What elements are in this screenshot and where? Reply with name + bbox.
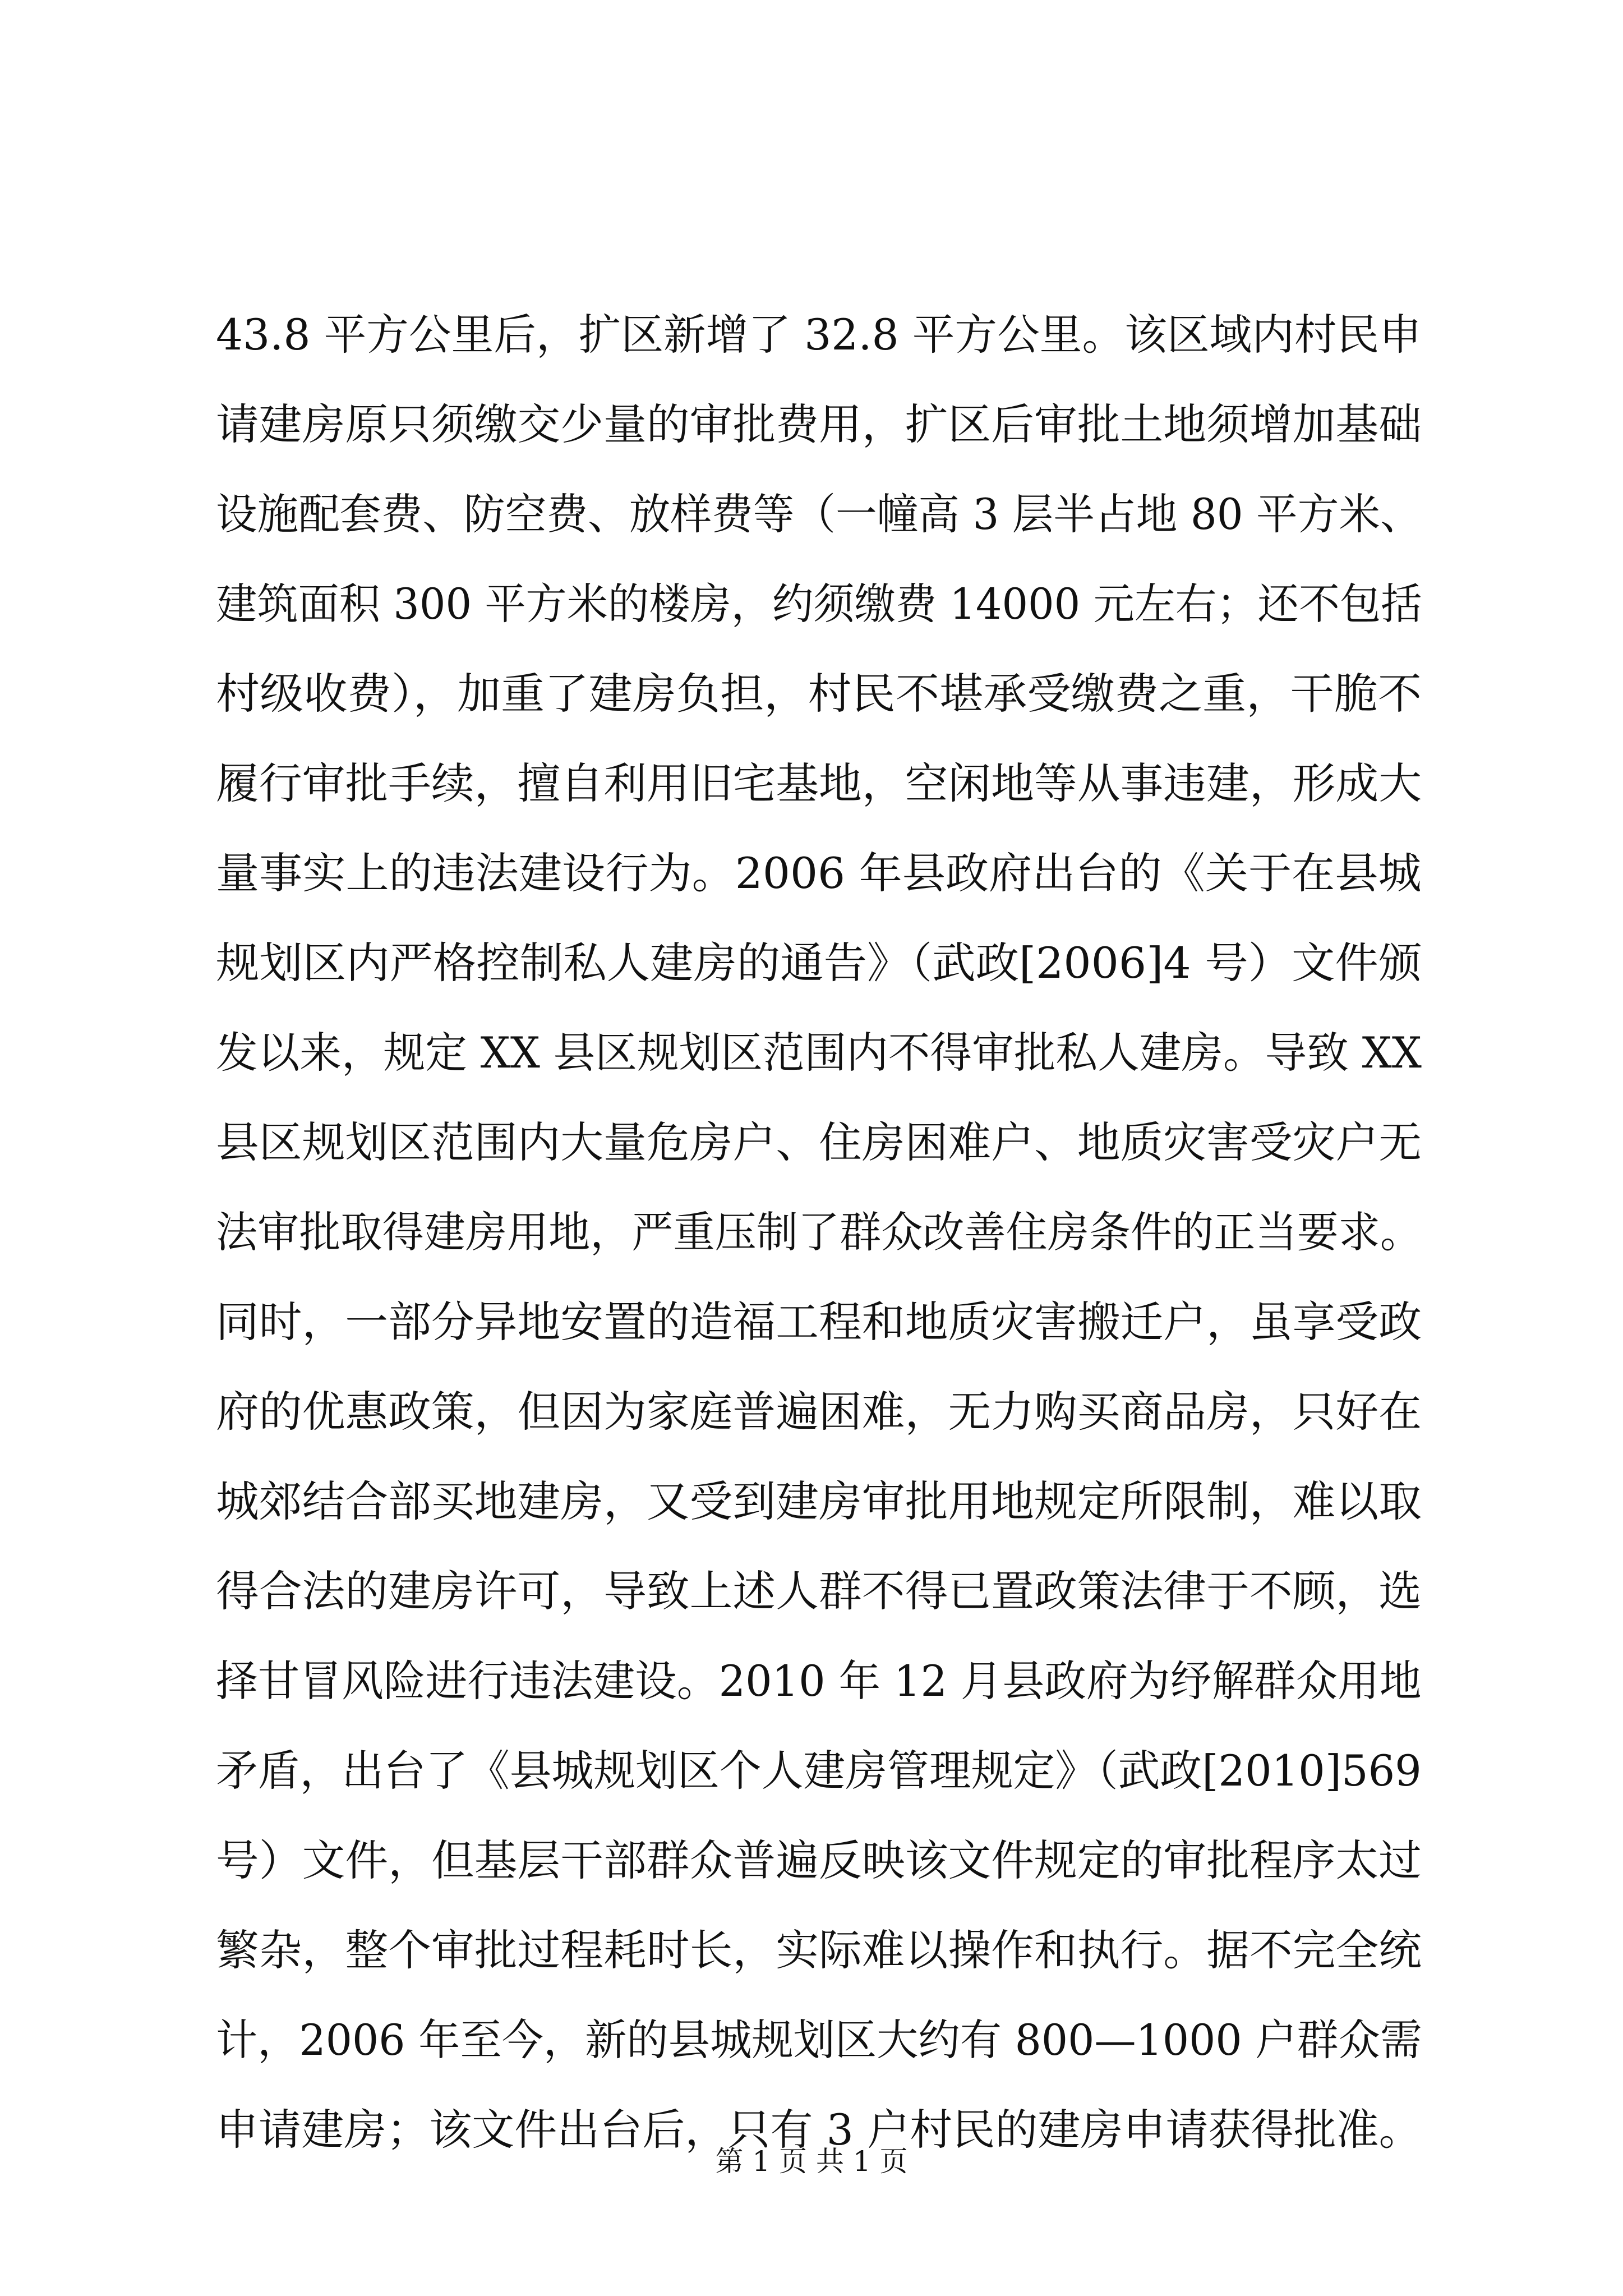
text-line: 量事实上的违法建设行为。2006 年县政府出台的《关于在县城 <box>216 848 1422 898</box>
text-line: 城郊结合部买地建房，又受到建房审批用地规定所限制，难以取 <box>216 1476 1422 1526</box>
text-line: 矛盾，出台了《县城规划区个人建房管理规定》（武政[2010]569 <box>216 1746 1422 1796</box>
text-line: 申请建房；该文件出台后，只有 3 户村民的建房申请获得批准。 <box>216 2105 1422 2155</box>
text-line: 择甘冒风险进行违法建设。2010 年 12 月县政府为纾解群众用地 <box>216 1656 1422 1706</box>
text-line: 县区规划区范围内大量危房户、住房困难户、地质灾害受灾户无 <box>216 1117 1422 1167</box>
text-line: 计，2006 年至今，新的县城规划区大约有 800—1000 户群众需 <box>216 2015 1422 2065</box>
text-line: 号）文件，但基层干部群众普遍反映该文件规定的审批程序太过 <box>216 1835 1422 1885</box>
text-line: 得合法的建房许可，导致上述人群不得已置政策法律于不顾，选 <box>216 1566 1422 1616</box>
text-line: 43.8 平方公里后，扩区新增了 32.8 平方公里。该区域内村民申 <box>216 310 1422 360</box>
text-line: 请建房原只须缴交少量的审批费用，扩区后审批土地须增加基础 <box>216 399 1422 449</box>
text-line: 府的优惠政策，但因为家庭普遍困难，无力购买商品房，只好在 <box>216 1387 1422 1437</box>
text-line: 规划区内严格控制私人建房的通告》（武政[2006]4 号）文件颁 <box>216 938 1422 988</box>
text-line: 建筑面积 300 平方米的楼房，约须缴费 14000 元左右；还不包括 <box>216 579 1422 629</box>
text-line: 发以来，规定 XX 县区规划区范围内不得审批私人建房。导致 XX <box>216 1028 1422 1078</box>
text-line: 法审批取得建房用地，严重压制了群众改善住房条件的正当要求。 <box>216 1207 1422 1257</box>
text-line: 同时，一部分异地安置的造福工程和地质灾害搬迁户，虽享受政 <box>216 1297 1422 1347</box>
text-line: 村级收费），加重了建房负担，村民不堪承受缴费之重，干脆不 <box>216 669 1422 719</box>
text-line: 设施配套费、防空费、放样费等（一幢高 3 层半占地 80 平方米、 <box>216 489 1422 539</box>
text-line: 繁杂，整个审批过程耗时长，实际难以操作和执行。据不完全统 <box>216 1925 1422 1975</box>
text-line: 履行审批手续，擅自利用旧宅基地，空闲地等从事违建，形成大 <box>216 758 1422 808</box>
page-footer: 第 1 页 共 1 页 <box>715 2145 908 2178</box>
